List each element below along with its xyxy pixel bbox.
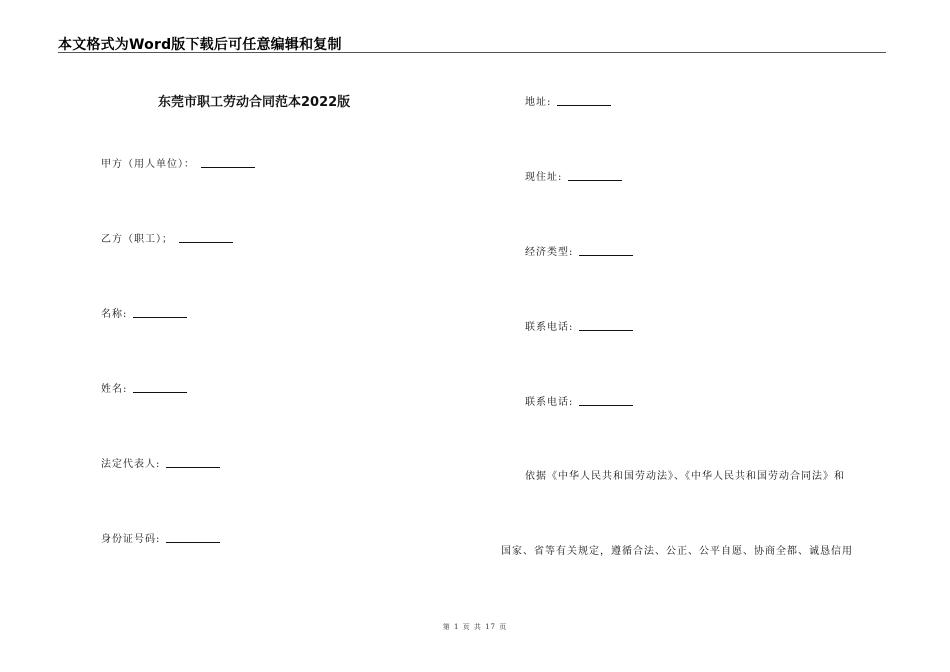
body-paragraph-line-2: 国家、省等有关规定，遵循合法、公正、公平自愿、协商全都、诚恳信用: [501, 546, 853, 557]
field-current-address: [525, 168, 622, 183]
field-phone-1: [525, 318, 633, 333]
field-person-name: [101, 380, 187, 395]
field-label: 乙方（职工）；: [101, 234, 173, 245]
field-label: 身份证号码:: [101, 534, 161, 545]
fill-blank: [133, 392, 187, 393]
field-party-a: [101, 155, 255, 170]
header-banner: 本文格式为Word版下载后可任意编辑和复制: [58, 37, 342, 53]
header-divider: [58, 52, 886, 53]
field-label: 联系电话:: [525, 397, 574, 408]
fill-blank: [579, 255, 633, 256]
field-label: 联系电话:: [525, 322, 574, 333]
field-phone-2: [525, 393, 633, 408]
fill-blank: [133, 317, 187, 318]
field-economic-type: [525, 243, 633, 258]
fill-blank: [166, 467, 220, 468]
fill-blank: [579, 330, 633, 331]
page-indicator: 第 1 页 共 17 页: [442, 623, 508, 631]
fill-blank: [201, 167, 255, 168]
field-party-b: [101, 230, 233, 245]
field-label: 甲方（用人单位）：: [101, 159, 195, 170]
field-label: 地址:: [525, 97, 552, 108]
field-label: 经济类型:: [525, 247, 574, 258]
field-address: [525, 93, 611, 108]
field-name: [101, 305, 187, 320]
fill-blank: [166, 542, 220, 543]
field-label: 法定代表人:: [101, 459, 161, 470]
field-label: 现住址:: [525, 172, 563, 183]
field-label: 姓名:: [101, 384, 128, 395]
field-id-number: [101, 530, 220, 545]
field-legal-representative: [101, 455, 220, 470]
fill-blank: [579, 405, 633, 406]
document-title: 东莞市职工劳动合同范本2022版: [158, 95, 351, 110]
fill-blank: [557, 105, 611, 106]
field-label: 名称:: [101, 309, 128, 320]
body-paragraph-line-1: 依据《中华人民共和国劳动法》、《中华人民共和国劳动合同法》和: [525, 471, 845, 482]
fill-blank: [568, 180, 622, 181]
fill-blank: [179, 242, 233, 243]
